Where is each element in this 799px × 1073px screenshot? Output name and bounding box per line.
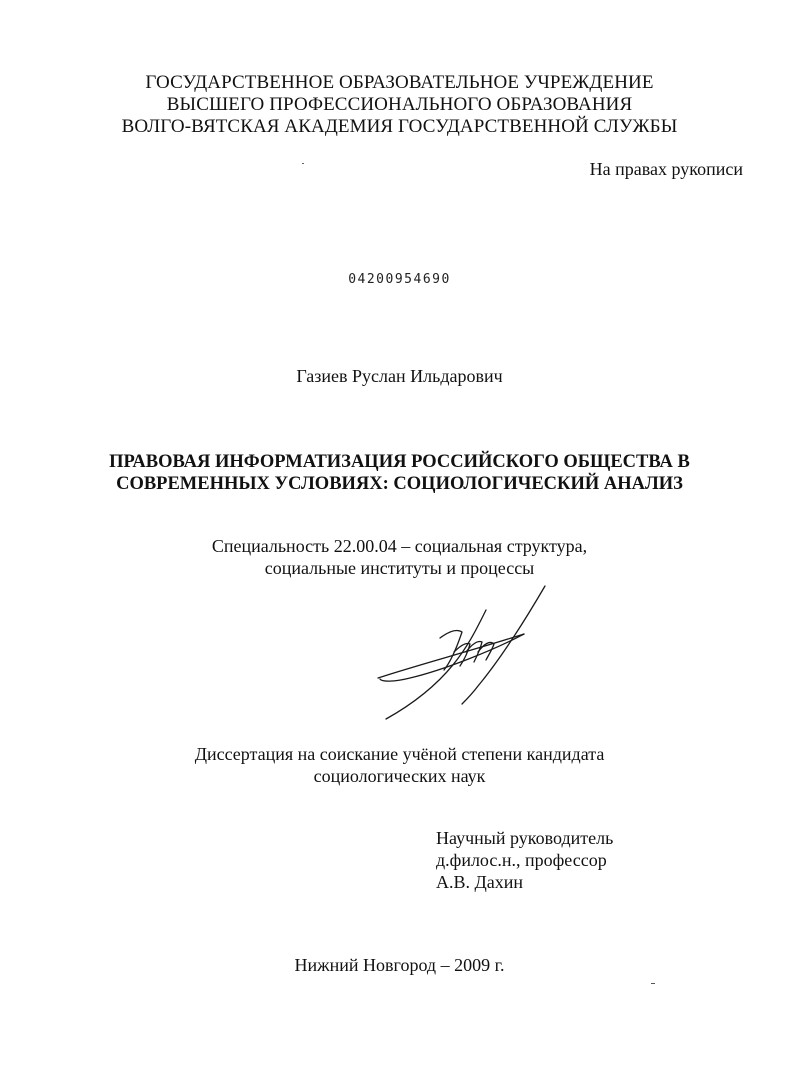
manuscript-note: На правах рукописи <box>589 159 743 179</box>
library-code: 04200954690 <box>348 272 451 287</box>
dissertation-line-2: социологических наук <box>313 766 486 786</box>
institution-header <box>0 72 799 138</box>
dissertation-line-1: Диссертация на соискание учёной степени кандидата <box>194 744 605 764</box>
supervisor-line-3: А.В. Дахин <box>436 872 524 892</box>
title-line-1: ПРАВОВАЯ ИНФОРМАТИЗАЦИЯ РОССИЙСКОГО ОБЩЕСТВА В <box>109 452 690 472</box>
supervisor-block <box>436 827 613 893</box>
supervisor-line-2: д.филос.н., профессор <box>436 850 607 870</box>
dissertation-note <box>0 743 799 787</box>
scan-speck <box>302 163 304 164</box>
supervisor-line-1: Научный руководитель <box>436 828 614 848</box>
specialty <box>0 535 799 579</box>
signature <box>374 582 554 724</box>
place-year: Нижний Новгород – 2009 г. <box>294 955 505 975</box>
scan-speck <box>651 983 655 984</box>
dissertation-title <box>0 451 799 495</box>
institution-line-3: ВОЛГО-ВЯТСКАЯ АКАДЕМИЯ ГОСУДАРСТВЕННОЙ СЛУЖБЫ <box>121 116 678 137</box>
institution-line-2: ВЫСШЕГО ПРОФЕССИОНАЛЬНОГО ОБРАЗОВАНИЯ <box>166 94 633 115</box>
specialty-line-2: социальные институты и процессы <box>264 558 535 578</box>
specialty-line-1: Специальность 22.00.04 – социальная структура, <box>211 536 588 556</box>
author-name: Газиев Руслан Ильдарович <box>296 366 503 386</box>
title-line-2: СОВРЕМЕННЫХ УСЛОВИЯХ: СОЦИОЛОГИЧЕСКИЙ АНАЛИЗ <box>116 474 683 494</box>
institution-line-1: ГОСУДАРСТВЕННОЕ ОБРАЗОВАТЕЛЬНОЕ УЧРЕЖДЕНИЕ <box>145 72 654 93</box>
